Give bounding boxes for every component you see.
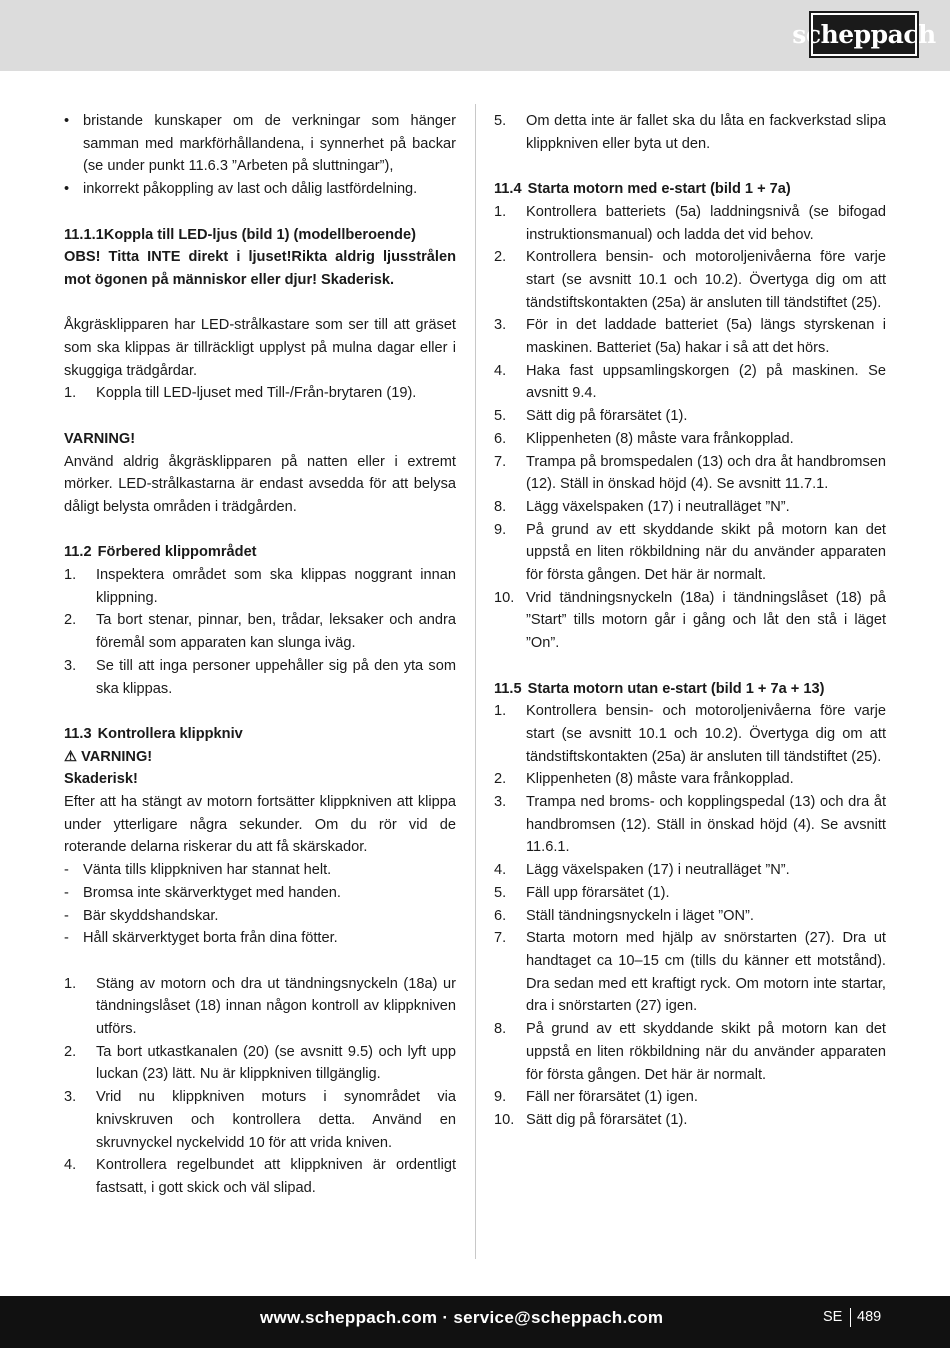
list-item: 10. Sätt dig på förarsätet (1). — [494, 1111, 688, 1128]
footer-separator — [850, 1308, 851, 1327]
list-item: - Bromsa inte skärverktyget med handen. — [64, 884, 341, 901]
list-item: 9. På grund av ett skyddande skikt på motorn kan det uppstå en liten rökbildning när du använder apparaten för första gången. Det här är normalt. — [494, 521, 886, 584]
list-item: 4. Haka fast uppsamlingskorgen (2) på maskinen. Se avsnitt 9.4. — [494, 362, 886, 402]
paragraph: Åkgräsklipparen har LED-strålkastare som ser till att gräset som ska klippas är tillräckligt upplyst på mulna dagar eller i skuggiga trädgårdar. — [64, 317, 456, 379]
list-item: 1. Stäng av motorn och dra ut tändningsnyckeln (18a) ur tändningslåset (18) innan någon kontroll av klippkniven utförs. — [64, 975, 456, 1038]
list-item: 9. Fäll ner förarsätet (1) igen. — [494, 1089, 698, 1106]
list-item: - Håll skärverktyget borta från dina fötter. — [64, 930, 338, 947]
list-item: 7. Trampa på bromspedalen (13) och dra åt handbromsen (12). Ställ in önskad höjd (4). Se avsnitt 11.7.1. — [494, 453, 886, 493]
section-heading: 11.5 Starta motorn utan e-start (bild 1 + 7a + 13) — [494, 680, 825, 697]
section-heading: 11.3 Kontrollera klippkniv — [64, 725, 243, 742]
list-item: 1. Inspektera området som ska klippas noggrant innan klippning. — [64, 567, 456, 606]
list-item: - Bär skyddshandskar. — [64, 907, 219, 924]
list-item: 2. Ta bort utkastkanalen (20) (se avsnitt 9.5) och lyft upp luckan (23) lätt. Nu är klippkniven tillgänglig. — [64, 1043, 456, 1083]
paragraph: Använd aldrig åkgräsklipparen på natten eller i extremt mörker. LED-strålkastarna är endast avsedda för att belysa dåligt belysta områden i trädgården. — [64, 453, 456, 515]
warning-title: VARNING! — [64, 430, 136, 447]
list-item: 3. För in det laddade batteriet (5a) längs styrskenan i maskinen. Batteriet (5a) hakar i så att det hörs. — [494, 317, 886, 357]
list-item: • inkorrekt påkoppling av last och dålig lastfördelning. — [64, 181, 418, 198]
list-item: 6. Klippenheten (8) måste vara frånkopplad. — [494, 430, 794, 447]
scheppach-logo: scheppach — [811, 13, 917, 56]
list-item: 4. Kontrollera regelbundet att klippkniven är ordentligt fastsatt, i gott skick och väl slipad. — [64, 1157, 456, 1196]
list-item: • bristande kunskaper om de verkningar som hänger samman med markförhållandena, i synnerhet på backar (se under punkt 11.6.3 ”Arbeten på sluttningar”), — [64, 113, 456, 175]
list-item: 2. Kontrollera bensin- och motoroljenivåerna före varje start (se avsnitt 10.1 och 10.2). Övertyga dig om att tändstiftskontakten (25a) är ansluten till tändstiftet (25). — [494, 249, 886, 311]
list-item: 1. Kontrollera batteriets (5a) laddningsnivå (se bifogad instruktionsmanual) och ladda det vid behov. — [494, 203, 886, 243]
list-item: 8. På grund av ett skyddande skikt på motorn kan det uppstå en liten rökbildning när du använder apparaten för första gången. Det här är normalt. — [494, 1021, 886, 1083]
list-item: 2. Klippenheten (8) måste vara frånkopplad. — [494, 771, 794, 788]
list-item: - Vänta tills klippkniven har stannat helt. — [64, 862, 332, 879]
warning-text: OBS! Titta INTE direkt i ljuset!Rikta aldrig ljusstrålen mot ögonen på människor eller djur! Skaderisk. — [64, 249, 456, 288]
list-item: 5. Om detta inte är fallet ska du låta en fackverkstad slipa klippkniven eller byta ut den. — [494, 113, 886, 152]
list-item: 1. Kontrollera bensin- och motoroljenivåerna före varje start (se avsnitt 10.1 och 10.2). Övertyga dig om att tändstiftskontakten (25a) är ansluten till tändstiftet (25). — [494, 703, 886, 765]
list-item: 5. Fäll upp förarsätet (1). — [494, 884, 670, 901]
list-item: 2. Ta bort stenar, pinnar, ben, trådar, leksaker och andra föremål som apparaten kan slunga iväg. — [64, 612, 456, 652]
page-number: 489 — [857, 1309, 882, 1325]
list-item: 10. Vrid tändningsnyckeln (18a) i tändningslåset (18) på ”Start” tills motorn går i gång och låt den stå i läget ”On”. — [494, 589, 886, 652]
section-heading: 11.2 Förbered klippområdet — [64, 544, 257, 561]
page-footer — [0, 1296, 950, 1348]
section-heading: 11.1.1 Koppla till LED-ljus (bild 1) (modellberoende) — [64, 226, 416, 243]
list-item: 8. Lägg växelspaken (17) i neutralläget ”N”. — [494, 498, 790, 515]
list-item: 7. Starta motorn med hjälp av snörstarten (27). Dra ut handtaget ca 10–15 cm (tills du känner ett motstånd). Dra sedan med ett kraftigt ryck. Om motorn inte startar, dra i snörstarten (27) igen. — [494, 930, 886, 1015]
list-item: 3. Se till att inga personer uppehåller sig på den yta som ska klippas. — [64, 657, 456, 697]
warning-triangle-icon: ⚠ — [64, 748, 78, 765]
page-header — [0, 0, 950, 71]
list-item: 5. Sätt dig på förarsätet (1). — [494, 408, 688, 425]
right-column — [494, 110, 886, 1132]
warning-title: ⚠ VARNING! — [64, 746, 456, 769]
paragraph: Efter att ha stängt av motorn fortsätter klippkniven att klippa under ytterligare några sekunder. Om du rör vid de roterande delarna riskerar du att få skärskador. — [64, 794, 456, 856]
injury-risk-text: Skaderisk! — [64, 771, 138, 788]
column-divider — [475, 104, 476, 1259]
list-item: 4. Lägg växelspaken (17) i neutralläget ”N”. — [494, 862, 790, 879]
list-item: 3. Vrid nu klippkniven moturs i synområdet via knivskruven och kontrollera detta. Använd en skruvnyckel nyckelvidd 10 för att vrida kniven. — [64, 1089, 456, 1151]
list-item: 3. Trampa ned broms- och kopplingspedal (13) och dra åt handbromsen (12). Ställ in önskad höjd (4). Se avsnitt 11.6.1. — [494, 794, 886, 856]
list-item: 1. Koppla till LED-ljuset med Till-/Från-brytaren (19). — [64, 385, 417, 402]
language-code: SE — [823, 1309, 843, 1325]
list-item: 6. Ställ tändningsnyckeln i läget ”ON”. — [494, 907, 754, 924]
section-heading: 11.4 Starta motorn med e-start (bild 1 + 7a) — [494, 181, 791, 198]
footer-contact: www.scheppach.com · service@scheppach.com — [260, 1308, 664, 1327]
left-column — [64, 110, 456, 1200]
